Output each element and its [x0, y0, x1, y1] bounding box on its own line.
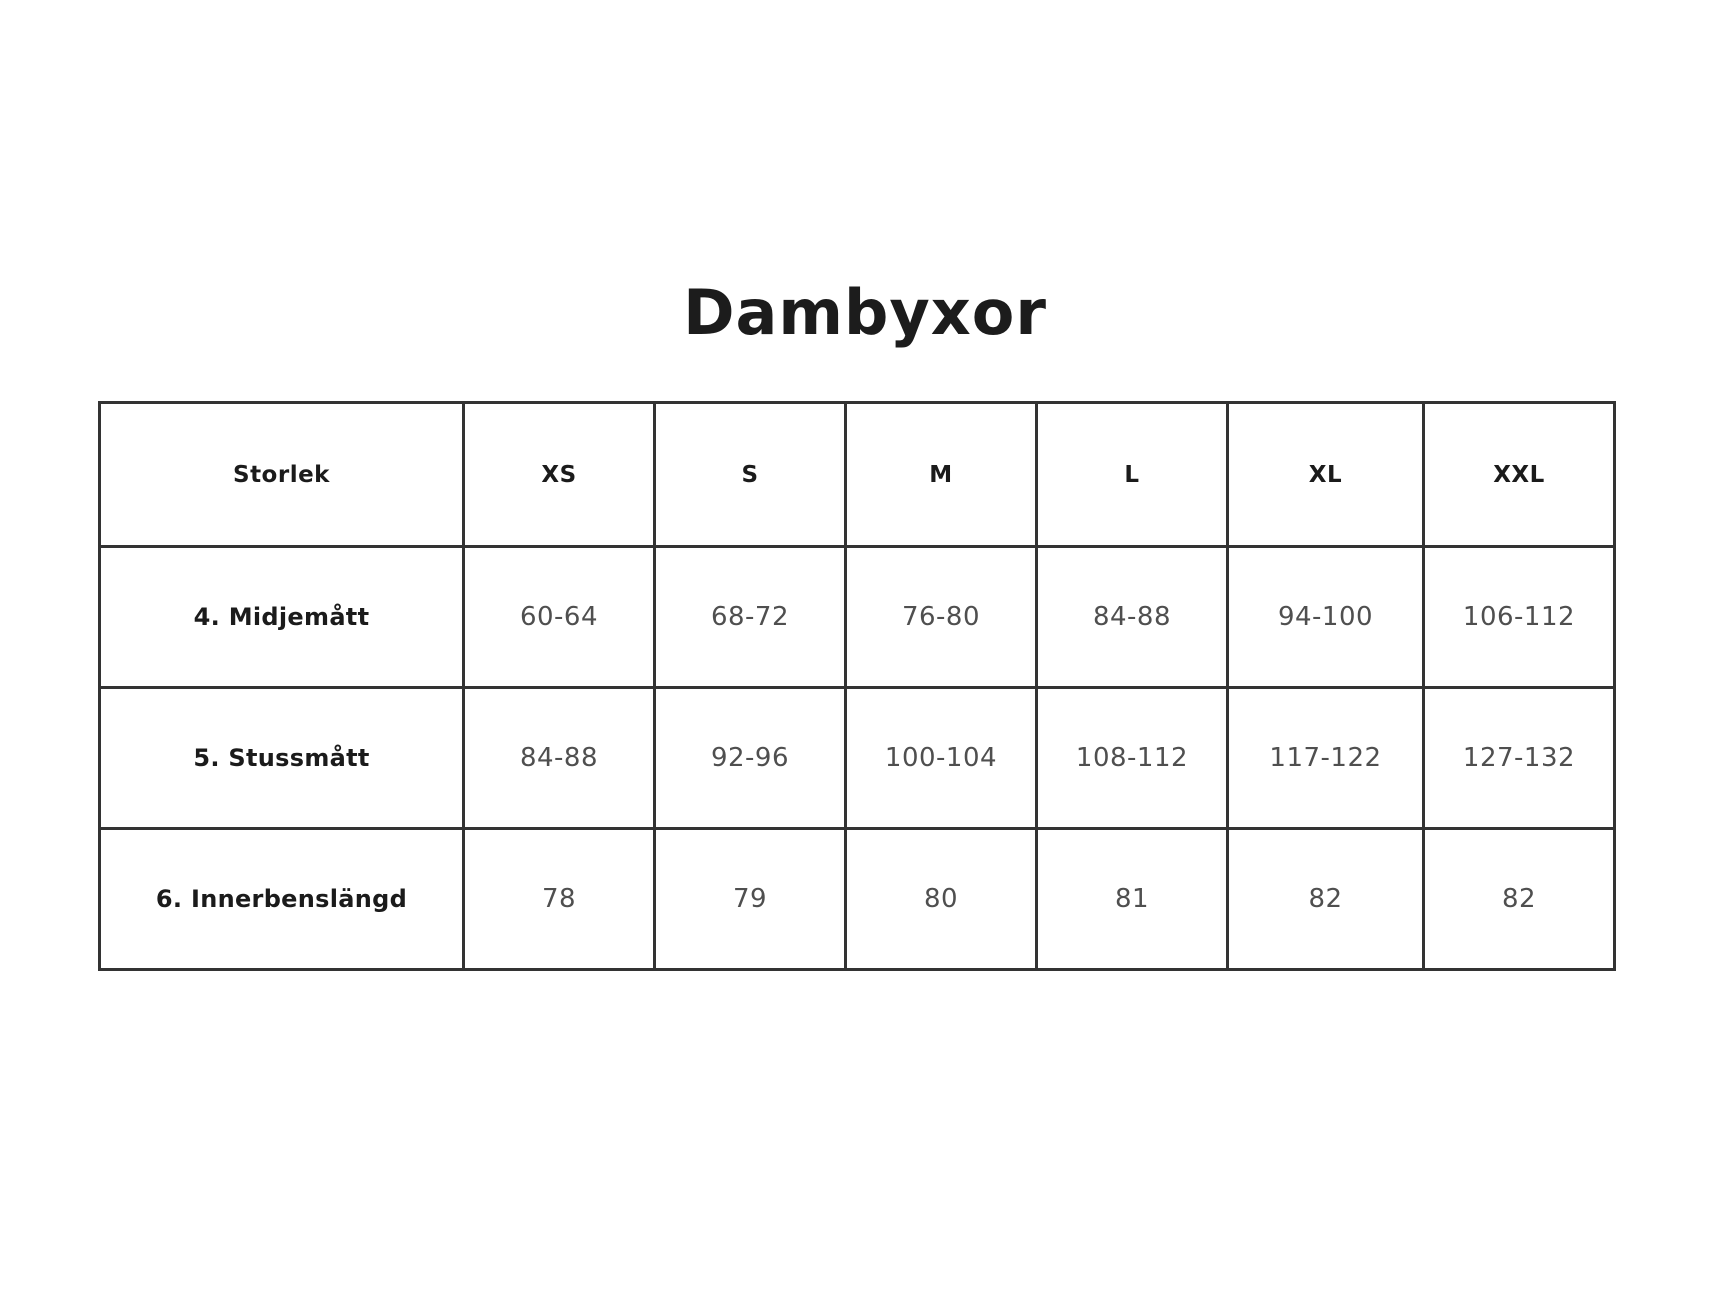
cell-midjematt-xl: 94-100: [1228, 547, 1424, 688]
column-header-xl: XL: [1228, 403, 1424, 547]
table-row-innerbenslangd: [100, 829, 1615, 970]
cell-midjematt-m: 76-80: [846, 547, 1037, 688]
column-header-storlek: Storlek: [100, 403, 464, 547]
table-header-row: [100, 403, 1615, 547]
cell-innerbenslangd-xxl: 82: [1424, 829, 1615, 970]
cell-innerbenslangd-xs: 78: [464, 829, 655, 970]
size-chart-table: [98, 401, 1616, 971]
row-label-midjematt: 4. Midjemått: [100, 547, 464, 688]
cell-stussmatt-xxl: 127-132: [1424, 688, 1615, 829]
cell-midjematt-l: 84-88: [1037, 547, 1228, 688]
cell-stussmatt-s: 92-96: [655, 688, 846, 829]
cell-innerbenslangd-xl: 82: [1228, 829, 1424, 970]
column-header-s: S: [655, 403, 846, 547]
column-header-l: L: [1037, 403, 1228, 547]
cell-midjematt-s: 68-72: [655, 547, 846, 688]
column-header-xs: XS: [464, 403, 655, 547]
column-header-xxl: XXL: [1424, 403, 1615, 547]
cell-innerbenslangd-m: 80: [846, 829, 1037, 970]
cell-midjematt-xxl: 106-112: [1424, 547, 1615, 688]
table-row-stussmatt: [100, 688, 1615, 829]
row-label-innerbenslangd: 6. Innerbenslängd: [100, 829, 464, 970]
cell-innerbenslangd-l: 81: [1037, 829, 1228, 970]
row-label-stussmatt: 5. Stussmått: [100, 688, 464, 829]
cell-midjematt-xs: 60-64: [464, 547, 655, 688]
cell-stussmatt-l: 108-112: [1037, 688, 1228, 829]
cell-stussmatt-xs: 84-88: [464, 688, 655, 829]
cell-stussmatt-m: 100-104: [846, 688, 1037, 829]
cell-innerbenslangd-s: 79: [655, 829, 846, 970]
table-row-midjematt: [100, 547, 1615, 688]
column-header-m: M: [846, 403, 1037, 547]
cell-stussmatt-xl: 117-122: [1228, 688, 1424, 829]
page-title: Dambyxor: [683, 276, 1047, 349]
